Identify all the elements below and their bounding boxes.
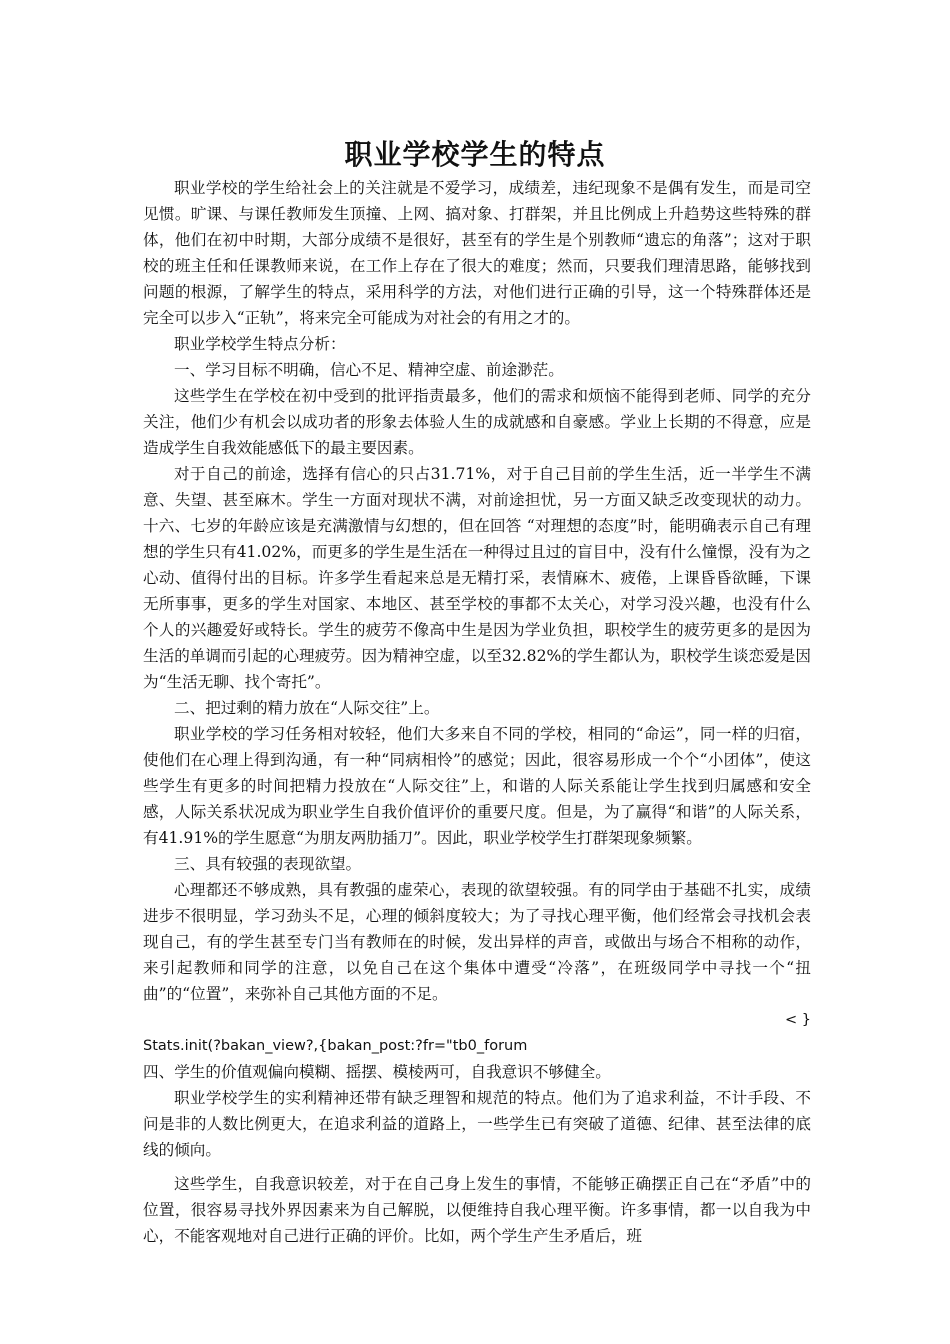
paragraph-section1-b: 对于自己的前途，选择有信心的只占31.71%，对于自己目前的学生生活，近一半学生不满意、失望、甚至麻木。学生一方面对现状不满，对前途担忧，另一方面又缺乏改变现状的动力。十六、七岁的年龄应该是充满激情与幻想的，但在回答 “对理想的态度”时，能明确表示自己有理想的学生只有41.02%，而更多的学生是生活在一种得过且过的盲目中，没有什么憧憬，没有为之心动、值得付出的目标。许多学生看起来总是无精打采，表情麻木、疲倦，上课昏昏欲睡，下课无所事事，更多的学生对国家、本地区、甚至学校的事都不太关心，对学习没兴趣，也没有什么个人的兴趣爱好或特长。学生的疲劳不像高中生是因为学业负担，职校学生的疲劳更多的是因为生活的单调而引起的心理疲劳。因为精神空虚，以至32.82%的学生都认为，职校学生谈恋爱是因为“生活无聊、找个寄托”。 <box>143 465 811 691</box>
paragraph-analysis-heading: 职业学校学生特点分析： <box>174 335 346 353</box>
section-heading-1: 一、学习目标不明确，信心不足、精神空虚、前途渺茫。 <box>174 361 564 379</box>
document-body <box>143 175 811 1249</box>
paragraph-section3: 心理都还不够成熟，具有教强的虚荣心，表现的欲望较强。有的同学由于基础不扎实，成绩进步不很明显，学习劲头不足，心理的倾斜度较大；为了寻找心理平衡，他们经常会寻找机会表现自己，有的学生甚至专门当有教师在的时候，发出异样的声音，或做出与场合不相称的动作，来引起教师和同学的注意，以免自己在这个集体中遭受“冷落”，在班级同学中寻找一个“扭曲”的“位置”，来弥补自己其他方面的不足。 <box>143 881 811 1003</box>
section-heading-3: 三、具有较强的表现欲望。 <box>174 855 362 873</box>
section-heading-2: 二、把过剩的精力放在“人际交往”上。 <box>174 699 440 717</box>
paragraph-section4-b: 这些学生，自我意识较差，对于在自己身上发生的事情，不能够正确摆正自己在“矛盾”中的位置，很容易寻找外界因素来为自己解脱，以便维持自我心理平衡。许多事情，都一以自我为中心，不能客观地对自己进行正确的评价。比如，两个学生产生矛盾后，班 <box>143 1175 811 1245</box>
code-fragment-stats: Stats.init(?bakan_view?,{bakan_post:?fr="tb0_forum <box>143 1038 528 1054</box>
paragraph-section2: 职业学校的学习任务相对较轻，他们大多来自不同的学校，相同的“命运”，同一样的归宿，使他们在心理上得到沟通，有一种“同病相怜”的感觉；因此，很容易形成一个个“小团体”，使这些学生有更多的时间把精力投放在“人际交往”上，和谐的人际关系能让学生找到归属感和安全感，人际关系状况成为职业学生自我价值评价的重要尺度。但是，为了赢得“和谐”的人际关系，有41.91%的学生愿意“为朋友两肋插刀”。因此，职业学校学生打群架现象频繁。 <box>143 725 811 847</box>
document-title: 职业学校学生的特点 <box>344 138 606 171</box>
paragraph-section4-a: 职业学校学生的实利精神还带有缺乏理智和规范的特点。他们为了追求利益，不计手段、不问是非的人数比例更大，在追求利益的道路上，一些学生已有突破了道德、纪律、甚至法律的底线的倾向。 <box>143 1089 811 1159</box>
code-fragment-brace: < } <box>785 1012 811 1028</box>
paragraph-section1-a: 这些学生在学校在初中受到的批评指责最多，他们的需求和烦恼不能得到老师、同学的充分关注，他们少有机会以成功者的形象去体验人生的成就感和自豪感。学业上长期的不得意，应是造成学生自我效能感低下的最主要因素。 <box>143 387 811 457</box>
section-heading-4: 四、学生的价值观偏向模糊、摇摆、模棱两可，自我意识不够健全。 <box>143 1063 611 1081</box>
paragraph-intro: 职业学校的学生给社会上的关注就是不爱学习，成绩差，违纪现象不是偶有发生，而是司空见惯。旷课、与课任教师发生顶撞、上网、搞对象、打群架，并且比例成上升趋势这些特殊的群体，他们在初中时期，大部分成绩不是很好，甚至有的学生是个别教师“遗忘的角落”；这对于职校的班主任和任课教师来说，在工作上存在了很大的难度；然而，只要我们理清思路，能够找到问题的根源，了解学生的特点，采用科学的方法，对他们进行正确的引导，这一个特殊群体还是完全可以步入“正轨”，将来完全可能成为对社会的有用之才的。 <box>143 179 811 327</box>
